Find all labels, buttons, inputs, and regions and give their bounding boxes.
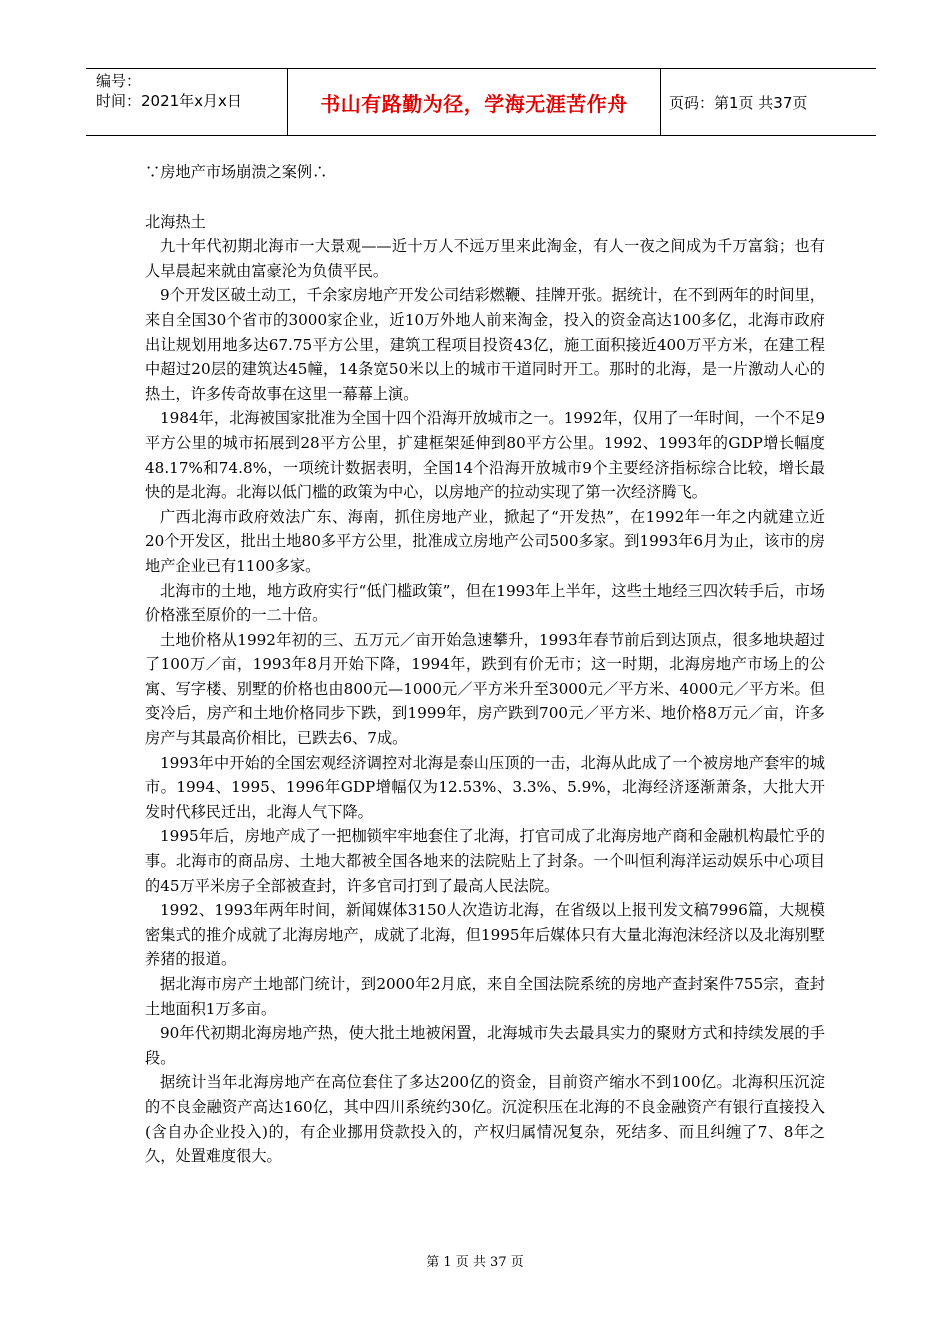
footer-page-number: 第 1 页 共 37 页 bbox=[426, 1255, 524, 1270]
page-footer bbox=[0, 1251, 950, 1270]
paragraph: 1993年中开始的全国宏观经济调控对北海是泰山压顶的一击，北海从此成了一个被房地产套牢的城市。1994、1995、1996年GDP增幅仅为12.53%、3.3%、5.9%，北海经济逐渐萧条，大批大开发时代移民迁出，北海人气下降。 bbox=[145, 753, 825, 821]
page-info-text: 页码：第1页 共37页 bbox=[669, 93, 808, 112]
serial-label: 编号： bbox=[96, 72, 142, 90]
paragraph: 1984年，北海被国家批准为全国十四个沿海开放城市之一。1992年，仅用了一年时间，一个不足9平方公里的城市拓展到28平方公里，扩建框架延伸到80平方公里。1992、1993年的GDP增长幅度48.17%和74.8%，一项统计数据表明，全国14个沿海开放城市9个主要经济指标综合比较，增长最快的是北海。北海以低门槛的政策为中心，以房地产的拉动实现了第一次经济腾飞。 bbox=[145, 409, 825, 502]
paragraph: 据北海市房产土地部门统计，到2000年2月底，来自全国法院系统的房地产查封案件755宗，查封土地面积1万多亩。 bbox=[145, 975, 825, 1018]
paragraph: 9个开发区破土动工，千余家房地产开发公司结彩燃鞭、挂牌开张。据统计，在不到两年的时间里，来自全国30个省市的3000家企业，近10万外地人前来淘金，投入的资金高达100多亿，北海市政府出让规划用地多达67.75平方公里，建筑工程项目投资43亿，施工面积接近400万平方米，在建工程中超过20层的建筑达45幢，14条宽50米以上的城市干道同时开工。那时的北海，是一片激动人心的热土，许多传奇故事在这里一幕幕上演。 bbox=[145, 286, 825, 403]
page-header bbox=[86, 68, 876, 136]
paragraph: 广西北海市政府效法广东、海南，抓住房地产业，掀起了“开发热”，在1992年一年之内就建立近20个开发区，批出土地80多平方公里，批准成立房地产公司500多家。到1993年6月为止，该市的房地产企业已有1100多家。 bbox=[145, 507, 825, 575]
header-page-info bbox=[661, 69, 876, 135]
time-label: 时间：2021年x月x日 bbox=[96, 92, 242, 110]
section-title: 北海热土 bbox=[145, 212, 206, 231]
paragraph: 据统计当年北海房地产在高位套住了多达200亿的资金，目前资产缩水不到100亿。北海积压沉淀的不良金融资产高达160亿，其中四川系统约30亿。沉淀积压在北海的不良金融资产有银行直接投入(含自办企业投入)的，有企业挪用贷款投入的，产权归属情况复杂，死结多、而且纠缠了7、8年之久，处置难度很大。 bbox=[145, 1073, 825, 1166]
paragraph: 九十年代初期北海市一大景观——近十万人不远万里来此淘金，有人一夜之间成为千万富翁；也有人早晨起来就由富豪沦为负债平民。 bbox=[145, 237, 825, 280]
paragraph: 1992、1993年两年时间，新闻媒体3150人次造访北海，在省级以上报刊发文稿7996篇，大规模密集式的推介成就了北海房地产，成就了北海，但1995年后媒体只有大量北海泡沫经济以及北海别墅养猪的报道。 bbox=[145, 901, 825, 969]
header-motto-cell bbox=[287, 69, 661, 135]
paragraph: 90年代初期北海房地产热，使大批土地被闲置，北海城市失去最具实力的聚财方式和持续发展的手段。 bbox=[145, 1024, 825, 1067]
header-meta bbox=[86, 69, 287, 135]
document-body bbox=[145, 160, 825, 1169]
paragraph: 北海市的土地，地方政府实行“低门槛政策”，但在1993年上半年，这些土地经三四次转手后，市场价格涨至原价的一二十倍。 bbox=[145, 581, 825, 625]
document-title: ∵房地产市场崩溃之案例∴ bbox=[145, 163, 328, 181]
paragraph: 土地价格从1992年初的三、五万元／亩开始急速攀升，1993年春节前后到达顶点，很多地块超过了100万／亩，1993年8月开始下降，1994年，跌到有价无市；这一时期，北海房地产市场上的公寓、写字楼、别墅的价格也由800元—1000元／平方米升至3000元／平方米、4000元／平方米。但变冷后，房产和土地价格同步下跌，到1999年，房产跌到700元／平方米、地价格8万元／亩，许多房产与其最高价相比，已跌去6、7成。 bbox=[145, 630, 825, 748]
motto-text: 书山有路勤为径，学海无涯苦作舟 bbox=[320, 91, 628, 116]
paragraph: 1995年后，房地产成了一把枷锁牢牢地套住了北海，打官司成了北海房地产商和金融机构最忙乎的事。北海市的商品房、土地大都被全国各地来的法院贴上了封条。一个叫恒利海洋运动娱乐中心项目的45万平米房子全部被查封，许多官司打到了最高人民法院。 bbox=[145, 827, 825, 895]
